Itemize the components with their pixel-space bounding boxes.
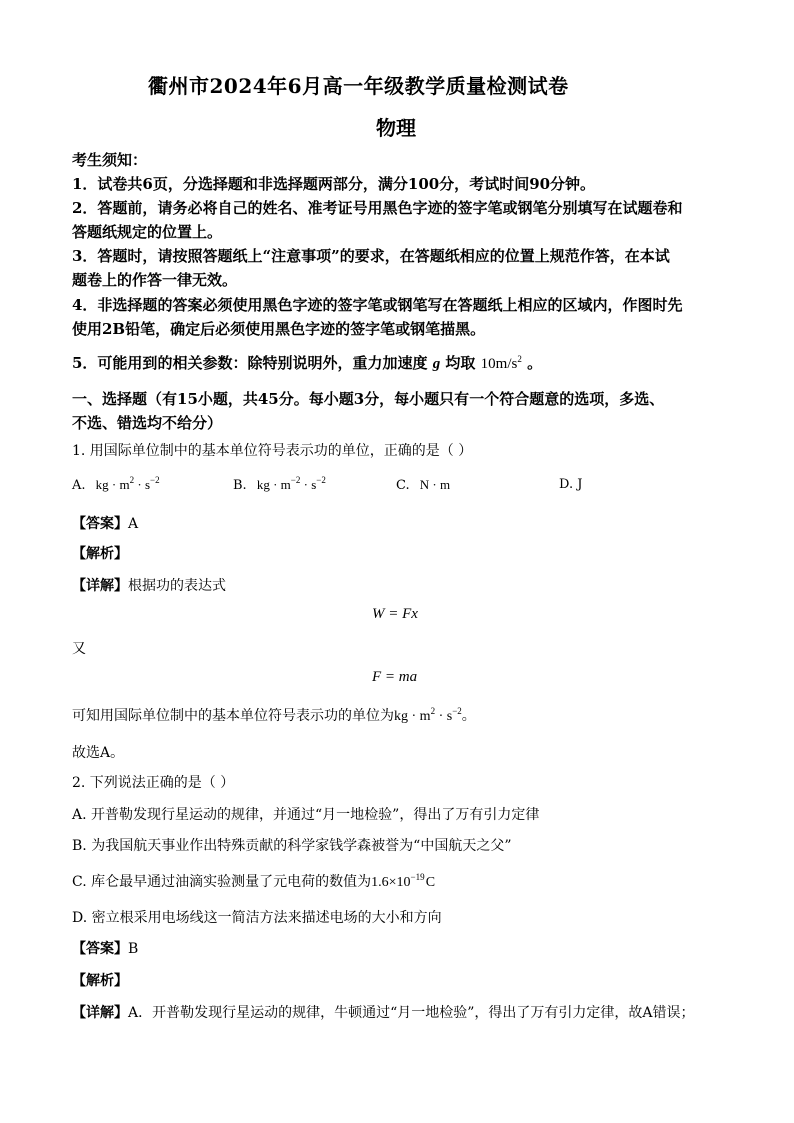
q1-conjunction: 又 [72, 641, 86, 657]
q2-stem: 2. 下列说法正确的是（ ） [72, 775, 235, 791]
notice-item-2b: 答题纸规定的位置上。 [72, 223, 223, 241]
q1-option-a: A. kg · $m^2 \cdot s^{-2}$ [72, 475, 160, 493]
q2-option-c: C. 库仑最早通过油滴实验测量了元电荷的数值为$1.6\times 10^{-19}$ C [72, 872, 436, 890]
subject-title: 物理 [376, 116, 416, 140]
q1-answer: 【答案】A [72, 516, 139, 532]
q2-option-d: D. 密立根采用电场线这一简洁方法来描述电场的大小和方向 [72, 910, 442, 926]
q2-answer: 【答案】B [72, 941, 139, 957]
exam-title: 衢州市2024年6月高一年级教学质量检测试卷 [148, 74, 569, 98]
q1-analysis-tag: 【解析】 [72, 546, 128, 562]
notice-item-5: 5．可能用到的相关参数：除特别说明外，重力加速度 g 均取 $10m/s^2$ 。 [72, 354, 543, 372]
q1-conclusion: 可知用国际单位制中的基本单位符号表示功的单位为kg · $m^2 \cdot s^{-2}$。 [72, 706, 476, 724]
section-heading-line2: 不选、错选均不给分） [72, 414, 223, 432]
notice-item-4a: 4．非选择题的答案必须使用黑色字迹的签字笔或钢笔写在答题纸上相应的区域内，作图时先 [72, 296, 683, 314]
q1-detail: 【详解】根据功的表达式 [72, 578, 226, 594]
q1-equation-work: W = Fx [372, 606, 418, 622]
q2-detail: 【详解】A．开普勒发现行星运动的规律，牛顿通过“月一地检验”，得出了万有引力定律，故A错误； [72, 1005, 695, 1021]
q2-option-b: B. 为我国航天事业作出特殊贡献的科学家钱学森被誉为“中国航天之父” [72, 838, 512, 854]
section-heading-line1: 一、选择题（有15小题，共45分。每小题3分，每小题只有一个符合题意的选项，多选、 [72, 390, 665, 408]
notice-item-3b: 题卷上的作答一律无效。 [72, 271, 238, 289]
q1-option-b: B. kg · $m^{-2} \cdot s^{-2}$ [233, 475, 326, 493]
q2-option-a: A. 开普勒发现行星运动的规律，并通过“月一地检验”，得出了万有引力定律 [72, 807, 540, 823]
notice-heading: 考生须知： [72, 151, 148, 169]
notice-item-3a: 3．答题时，请按照答题纸上“注意事项”的要求，在答题纸相应的位置上规范作答，在本试 [72, 247, 670, 265]
notice-item-2a: 2．答题前，请务必将自己的姓名、准考证号用黑色字迹的签字笔或钢笔分别填写在试题卷和 [72, 199, 683, 217]
q2-analysis-tag: 【解析】 [72, 973, 128, 989]
notice-item-1: 1．试卷共6页，分选择题和非选择题两部分，满分100分，考试时间90分钟。 [72, 175, 596, 193]
notice-item-4b: 使用2B铅笔，确定后必须使用黑色字迹的签字笔或钢笔描黑。 [72, 320, 486, 338]
q1-option-c: C. N · m [396, 477, 451, 493]
q1-choice: 故选A。 [72, 745, 125, 761]
q1-stem: 1. 用国际单位制中的基本单位符号表示功的单位，正确的是（ ） [72, 443, 473, 459]
q1-option-d: D. J [559, 477, 583, 492]
q1-equation-force: F = ma [372, 669, 418, 685]
